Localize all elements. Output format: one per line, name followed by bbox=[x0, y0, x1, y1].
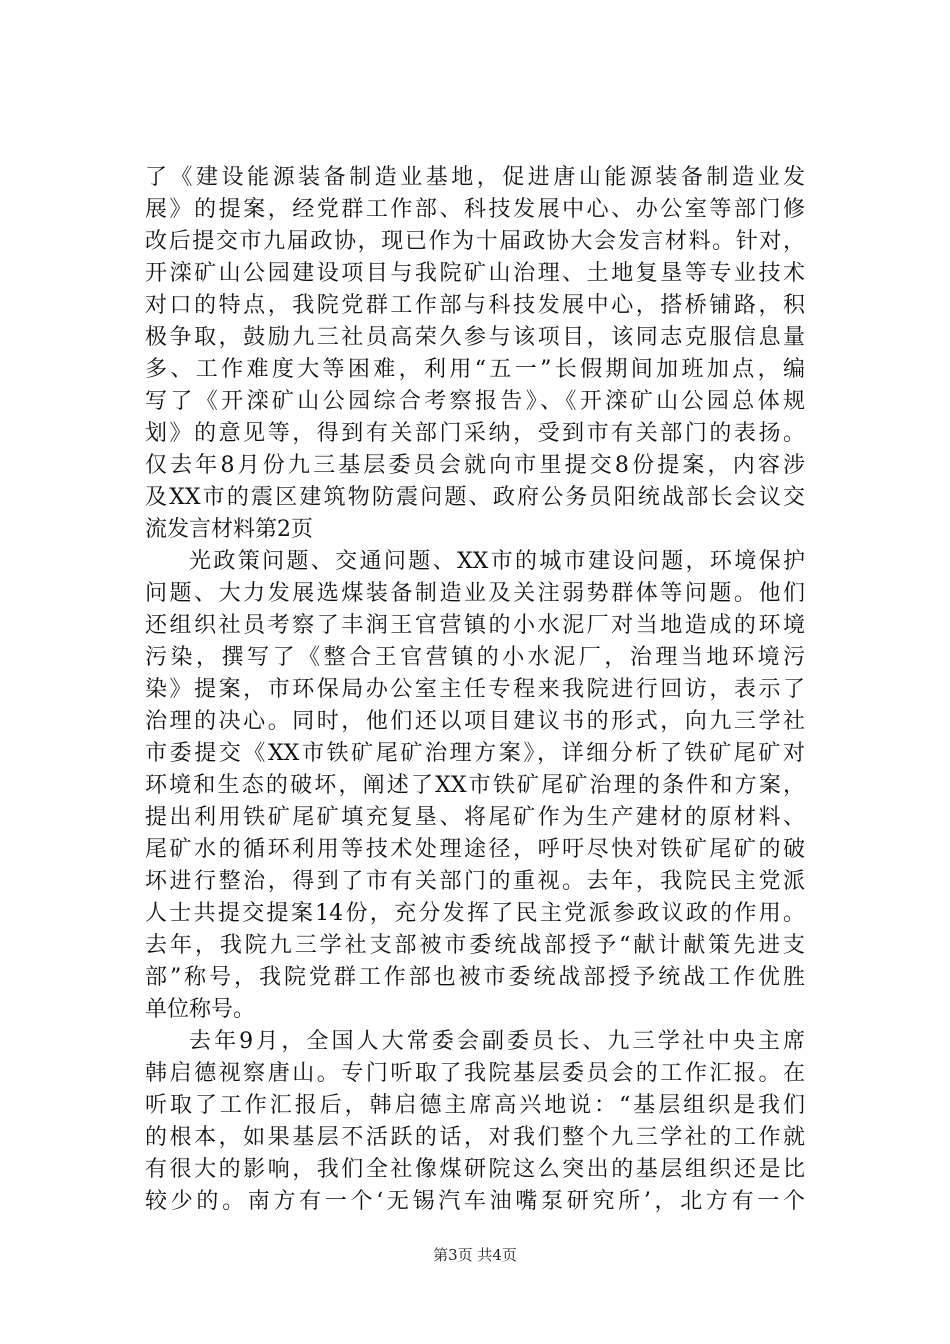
text-line: 极争取，鼓励九三社员高荣久参与该项目，该同志克服信息量 bbox=[145, 325, 805, 350]
text-line: 改后提交市九届政协，现已作为十届政协大会发言材料。针对， bbox=[145, 229, 805, 254]
text-line: 光政策问题、交通问题、XX市的城市建设问题，环境保护 bbox=[189, 549, 805, 574]
page-number: 第3页 共4页 bbox=[433, 1246, 517, 1264]
page-footer bbox=[0, 1245, 950, 1265]
text-line: 较少的。南方有一个‘无锡汽车油嘴泵研究所’，北方有一个 bbox=[145, 1189, 805, 1214]
text-line: 治理的决心。同时，他们还以项目建议书的形式，向九三学社 bbox=[145, 709, 805, 734]
text-line: 尾矿水的循环利用等技术处理途径，呼吁尽快对铁矿尾矿的破 bbox=[145, 837, 805, 862]
text-line: 部”称号，我院党群工作部也被市委统战部授予统战工作优胜 bbox=[145, 965, 805, 990]
text-line: 了《建设能源装备制造业基地，促进唐山能源装备制造业发 bbox=[145, 165, 805, 190]
text-line: 开滦矿山公园建设项目与我院矿山治理、土地复垦等专业技术 bbox=[145, 261, 805, 286]
text-line: 市委提交《XX市铁矿尾矿治理方案》，详细分析了铁矿尾矿对 bbox=[145, 741, 805, 766]
text-line: 有很大的影响，我们全社像煤研院这么突出的基层组织还是比 bbox=[145, 1157, 805, 1182]
text-line: 单位称号。 bbox=[145, 997, 256, 1022]
text-line: 多、工作难度大等困难，利用“五一”长假期间加班加点，编 bbox=[145, 357, 805, 382]
text-line: 仅去年8月份九三基层委员会就向市里提交8份提案，内容涉 bbox=[145, 453, 805, 478]
text-line: 对口的特点，我院党群工作部与科技发展中心，搭桥铺路，积 bbox=[145, 293, 805, 318]
text-line: 写了《开滦矿山公园综合考察报告》、《开滦矿山公园总体规 bbox=[145, 389, 805, 414]
text-line: 划》的意见等，得到有关部门采纳，受到市有关部门的表扬。 bbox=[145, 421, 805, 446]
text-line: 染》提案，市环保局办公室主任专程来我院进行回访，表示了 bbox=[145, 677, 805, 702]
text-line: 环境和生态的破坏，阐述了XX市铁矿尾矿治理的条件和方案， bbox=[145, 773, 805, 798]
document-body bbox=[145, 162, 805, 1218]
text-line: 污染，撰写了《整合王官营镇的小水泥厂，治理当地环境污 bbox=[145, 645, 805, 670]
text-line: 坏进行整治，得到了市有关部门的重视。去年，我院民主党派 bbox=[145, 869, 805, 894]
text-line: 展》的提案，经党群工作部、科技发展中心、办公室等部门修 bbox=[145, 197, 805, 222]
text-line: 去年9月，全国人大常委会副委员长、九三学社中央主席 bbox=[189, 1029, 805, 1054]
text-line: 的根本，如果基层不活跃的话，对我们整个九三学社的工作就 bbox=[145, 1125, 805, 1150]
text-line: 韩启德视察唐山。专门听取了我院基层委员会的工作汇报。在 bbox=[145, 1061, 805, 1086]
text-line: 听取了工作汇报后，韩启德主席高兴地说：“基层组织是我们 bbox=[145, 1093, 805, 1118]
text-line: 流发言材料第2页 bbox=[145, 517, 313, 542]
text-line: 提出利用铁矿尾矿填充复垦、将尾矿作为生产建材的原材料、 bbox=[145, 805, 805, 830]
text-line: 及XX市的震区建筑物防震问题、政府公务员阳统战部长会议交 bbox=[145, 485, 805, 510]
text-line: 还组织社员考察了丰润王官营镇的小水泥厂对当地造成的环境 bbox=[145, 613, 805, 638]
text-line: 去年，我院九三学社支部被市委统战部授予“献计献策先进支 bbox=[145, 933, 805, 958]
text-line: 人士共提交提案14份，充分发挥了民主党派参政议政的作用。 bbox=[145, 901, 805, 926]
text-line: 问题、大力发展选煤装备制造业及关注弱势群体等问题。他们 bbox=[145, 581, 805, 606]
